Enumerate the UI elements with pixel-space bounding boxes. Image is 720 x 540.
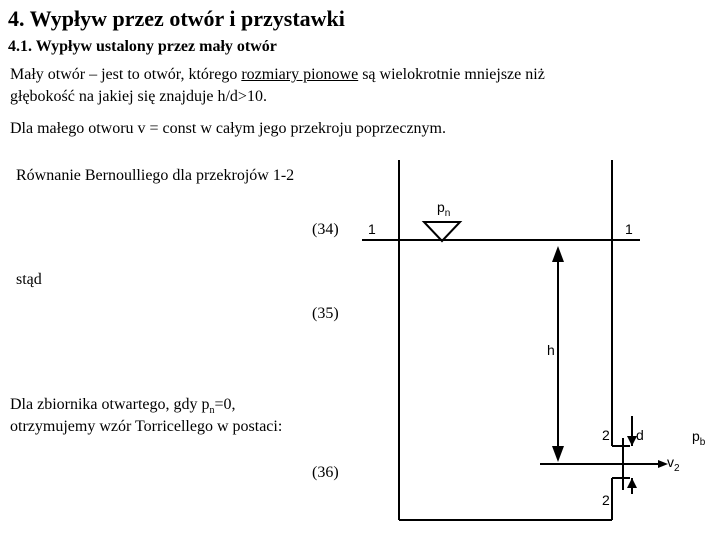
section-1-right-label: 1: [625, 221, 633, 237]
h-label: h: [547, 342, 555, 358]
definition-line-2: głębokość na jakiej się znajduje h/d>10.: [10, 88, 267, 105]
open-tank-sub: n: [209, 405, 215, 417]
h-arrow-down: [552, 446, 564, 462]
pb-label: $p_b$: [692, 428, 706, 448]
equation-35-number: (35): [312, 305, 339, 322]
d-label: d: [636, 427, 644, 443]
section-1-left-label: 1: [368, 221, 376, 237]
bernoulli-label: Równanie Bernoulliego dla przekrojów 1-2: [16, 167, 295, 184]
definition-pre: Mały otwór – jest to otwór, którego: [10, 66, 242, 83]
h-arrow-up: [552, 246, 564, 262]
definition-underlined: rozmiary pionowe: [241, 66, 359, 83]
stad-label: stąd: [16, 271, 42, 288]
open-tank-pre: Dla zbiornika otwartego, gdy p: [10, 396, 210, 413]
slide-subtitle: 4.1. Wypływ ustalony przez mały otwór: [8, 38, 277, 55]
section-2-bottom-label: 2: [602, 492, 610, 508]
d-arrow-up: [627, 478, 637, 488]
torricelli-line: otrzymujemy wzór Torricellego w postaci:: [10, 418, 283, 435]
open-tank-post: =0,: [214, 396, 236, 413]
water-surface-symbol: [424, 222, 460, 241]
equation-36-number: (36): [312, 464, 339, 481]
equation-34-number: (34): [312, 221, 339, 238]
slide-title: 4. Wypływ przez otwór i przystawki: [8, 6, 345, 31]
v2-label: $v_2$: [667, 454, 680, 474]
pn-label: $p_n$: [437, 199, 451, 219]
definition-post: są wielokrotnie mniejsze niż: [358, 66, 545, 83]
velocity-note: Dla małego otworu v = const w całym jego przekroju poprzecznym.: [10, 120, 446, 137]
section-2-top-label: 2: [602, 427, 610, 443]
